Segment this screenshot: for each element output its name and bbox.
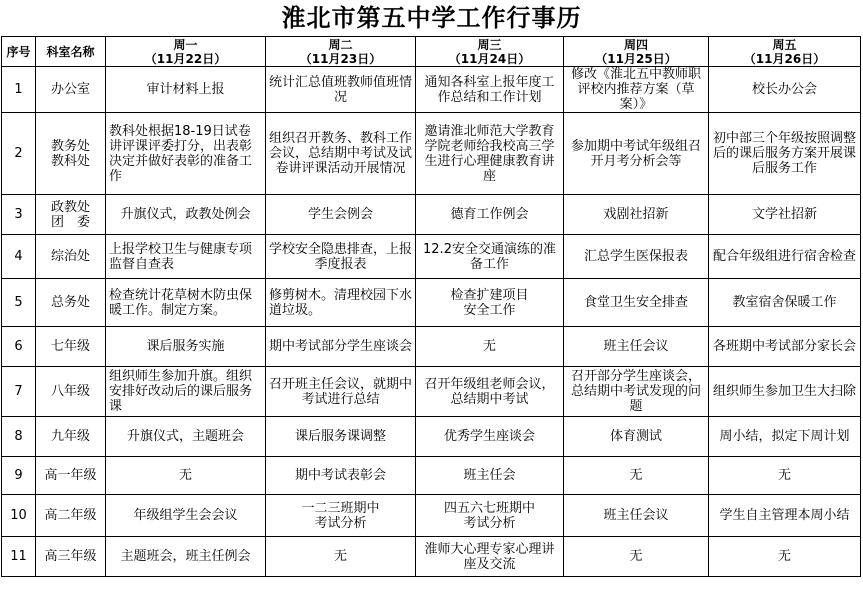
task-cell-day-5: 周小结，拟定下周计划 — [709, 417, 861, 457]
header-day-5 — [709, 37, 861, 67]
header-row — [2, 37, 861, 67]
task-cell-day-2: 课后服务课调整 — [266, 417, 416, 457]
table-row — [2, 457, 861, 495]
task-cell-day-1: 升旗仪式，主题班会 — [106, 417, 266, 457]
task-cell-day-2: 召开班主任会议，就期中考试进行总结 — [266, 367, 416, 417]
task-cell-day-4: 参加期中考试年级组召开月考分析会等 — [564, 113, 709, 195]
table-row — [2, 195, 861, 235]
department-name: 九年级 — [36, 417, 106, 457]
task-cell-day-1: 审计材料上报 — [106, 67, 266, 113]
row-number: 1 — [2, 67, 36, 113]
row-number: 6 — [2, 327, 36, 367]
table-row — [2, 537, 861, 577]
department-name: 教务处 教科处 — [36, 113, 106, 195]
department-name: 总务处 — [36, 279, 106, 327]
day-name: 周五 — [772, 37, 797, 52]
day-date: （11月24日） — [448, 51, 531, 66]
schedule-table — [1, 36, 861, 577]
task-cell-day-1: 年级组学生会会议 — [106, 495, 266, 537]
department-name: 七年级 — [36, 327, 106, 367]
task-cell-day-1: 组织师生参加升旗。组织安排好改动后的课后服务课 — [106, 367, 266, 417]
task-cell-day-2: 一二三班期中 考试分析 — [266, 495, 416, 537]
department-name: 政教处 团 委 — [36, 195, 106, 235]
row-number: 3 — [2, 195, 36, 235]
row-number: 5 — [2, 279, 36, 327]
task-cell-day-2: 统计汇总值班教师值班情况 — [266, 67, 416, 113]
task-cell-day-4: 修改《淮北五中教师职评校内推荐方案（草案）》 — [564, 67, 709, 113]
task-cell-day-5: 教室宿舍保暖工作 — [709, 279, 861, 327]
row-number: 2 — [2, 113, 36, 195]
day-name: 周四 — [623, 37, 648, 52]
task-cell-day-2: 无 — [266, 537, 416, 577]
row-number: 9 — [2, 457, 36, 495]
task-cell-day-2: 学生会例会 — [266, 195, 416, 235]
day-date: （11月25日） — [595, 51, 677, 66]
task-cell-day-5: 无 — [709, 457, 861, 495]
task-cell-day-4: 无 — [564, 457, 709, 495]
task-cell-day-2: 组织召开教务、教科工作会议，总结期中考试及试卷讲评课活动开展情况 — [266, 113, 416, 195]
task-cell-day-4: 召开部分学生座谈会，总结期中考试发现的问题 — [564, 367, 709, 417]
task-cell-day-5: 校长办公会 — [709, 67, 861, 113]
table-row — [2, 235, 861, 279]
row-number: 8 — [2, 417, 36, 457]
day-date: （11月22日） — [144, 51, 227, 66]
task-cell-day-1: 上报学校卫生与健康专项监督自查表 — [106, 235, 266, 279]
task-cell-day-3: 无 — [416, 327, 564, 367]
task-cell-day-2: 期中考试部分学生座谈会 — [266, 327, 416, 367]
task-cell-day-3: 四五六七班期中 考试分析 — [416, 495, 564, 537]
task-cell-day-3: 优秀学生座谈会 — [416, 417, 564, 457]
table-row — [2, 67, 861, 113]
header-dept: 科室名称 — [36, 37, 106, 67]
row-number: 10 — [2, 495, 36, 537]
page-title: 淮北市第五中学工作行事历 — [281, 3, 582, 32]
task-cell-day-1: 检查统计花草树木防虫保暖工作。制定方案。 — [106, 279, 266, 327]
department-name: 高一年级 — [36, 457, 106, 495]
task-cell-day-4: 班主任会议 — [564, 327, 709, 367]
department-name: 高三年级 — [36, 537, 106, 577]
task-cell-day-3: 淮师大心理专家心理讲座及交流 — [416, 537, 564, 577]
row-number: 7 — [2, 367, 36, 417]
row-number: 11 — [2, 537, 36, 577]
department-name: 高二年级 — [36, 495, 106, 537]
task-cell-day-1: 无 — [106, 457, 266, 495]
day-name: 周一 — [173, 37, 198, 52]
department-name: 办公室 — [36, 67, 106, 113]
task-cell-day-3: 12.2安全交通演练的准备工作 — [416, 235, 564, 279]
task-cell-day-2: 修剪树木。清理校园下水道垃圾。 — [266, 279, 416, 327]
header-day-4 — [564, 37, 709, 67]
task-cell-day-1: 升旗仪式，政教处例会 — [106, 195, 266, 235]
task-cell-day-1: 教科处根据18-19日试卷讲评课评委打分，出表彰决定并做好表彰的准备工作 — [106, 113, 266, 195]
task-cell-day-1: 主题班会，班主任例会 — [106, 537, 266, 577]
task-cell-day-5: 组织师生参加卫生大扫除 — [709, 367, 861, 417]
task-cell-day-3: 班主任会 — [416, 457, 564, 495]
department-name: 八年级 — [36, 367, 106, 417]
day-date: （11月23日） — [299, 51, 382, 66]
table-row — [2, 279, 861, 327]
task-cell-day-4: 无 — [564, 537, 709, 577]
task-cell-day-2: 学校安全隐患排查，上报季度报表 — [266, 235, 416, 279]
table-row — [2, 417, 861, 457]
day-date: （11月26日） — [743, 51, 826, 66]
task-cell-day-5: 无 — [709, 537, 861, 577]
task-cell-day-4: 食堂卫生安全排查 — [564, 279, 709, 327]
task-cell-day-5: 文学社招新 — [709, 195, 861, 235]
table-row — [2, 113, 861, 195]
task-cell-day-4: 体育测试 — [564, 417, 709, 457]
task-cell-day-3: 召开年级组老师会议，总结期中考试 — [416, 367, 564, 417]
task-cell-day-3: 通知各科室上报年度工作总结和工作计划 — [416, 67, 564, 113]
day-name: 周二 — [328, 37, 353, 52]
task-cell-day-4: 班主任会议 — [564, 495, 709, 537]
task-cell-day-2: 期中考试表彰会 — [266, 457, 416, 495]
header-day-3 — [416, 37, 564, 67]
table-row — [2, 327, 861, 367]
task-cell-day-5: 学生自主管理本周小结 — [709, 495, 861, 537]
task-cell-day-4: 戏剧社招新 — [564, 195, 709, 235]
task-cell-day-3: 检查扩建项目 安全工作 — [416, 279, 564, 327]
table-row — [2, 495, 861, 537]
day-name: 周三 — [477, 37, 502, 52]
header-no: 序号 — [2, 37, 36, 67]
schedule-body — [2, 67, 861, 577]
row-number: 4 — [2, 235, 36, 279]
task-cell-day-5: 初中部三个年级按照调整后的课后服务方案开展课后服务工作 — [709, 113, 861, 195]
task-cell-day-4: 汇总学生医保报表 — [564, 235, 709, 279]
task-cell-day-3: 德育工作例会 — [416, 195, 564, 235]
header-day-1 — [106, 37, 266, 67]
table-row — [2, 367, 861, 417]
header-day-2 — [266, 37, 416, 67]
task-cell-day-5: 配合年级组进行宿舍检查 — [709, 235, 861, 279]
task-cell-day-1: 课后服务实施 — [106, 327, 266, 367]
department-name: 综治处 — [36, 235, 106, 279]
task-cell-day-5: 各班期中考试部分家长会 — [709, 327, 861, 367]
task-cell-day-3: 邀请淮北师范大学教育学院老师给我校高三学生进行心理健康教育讲座 — [416, 113, 564, 195]
